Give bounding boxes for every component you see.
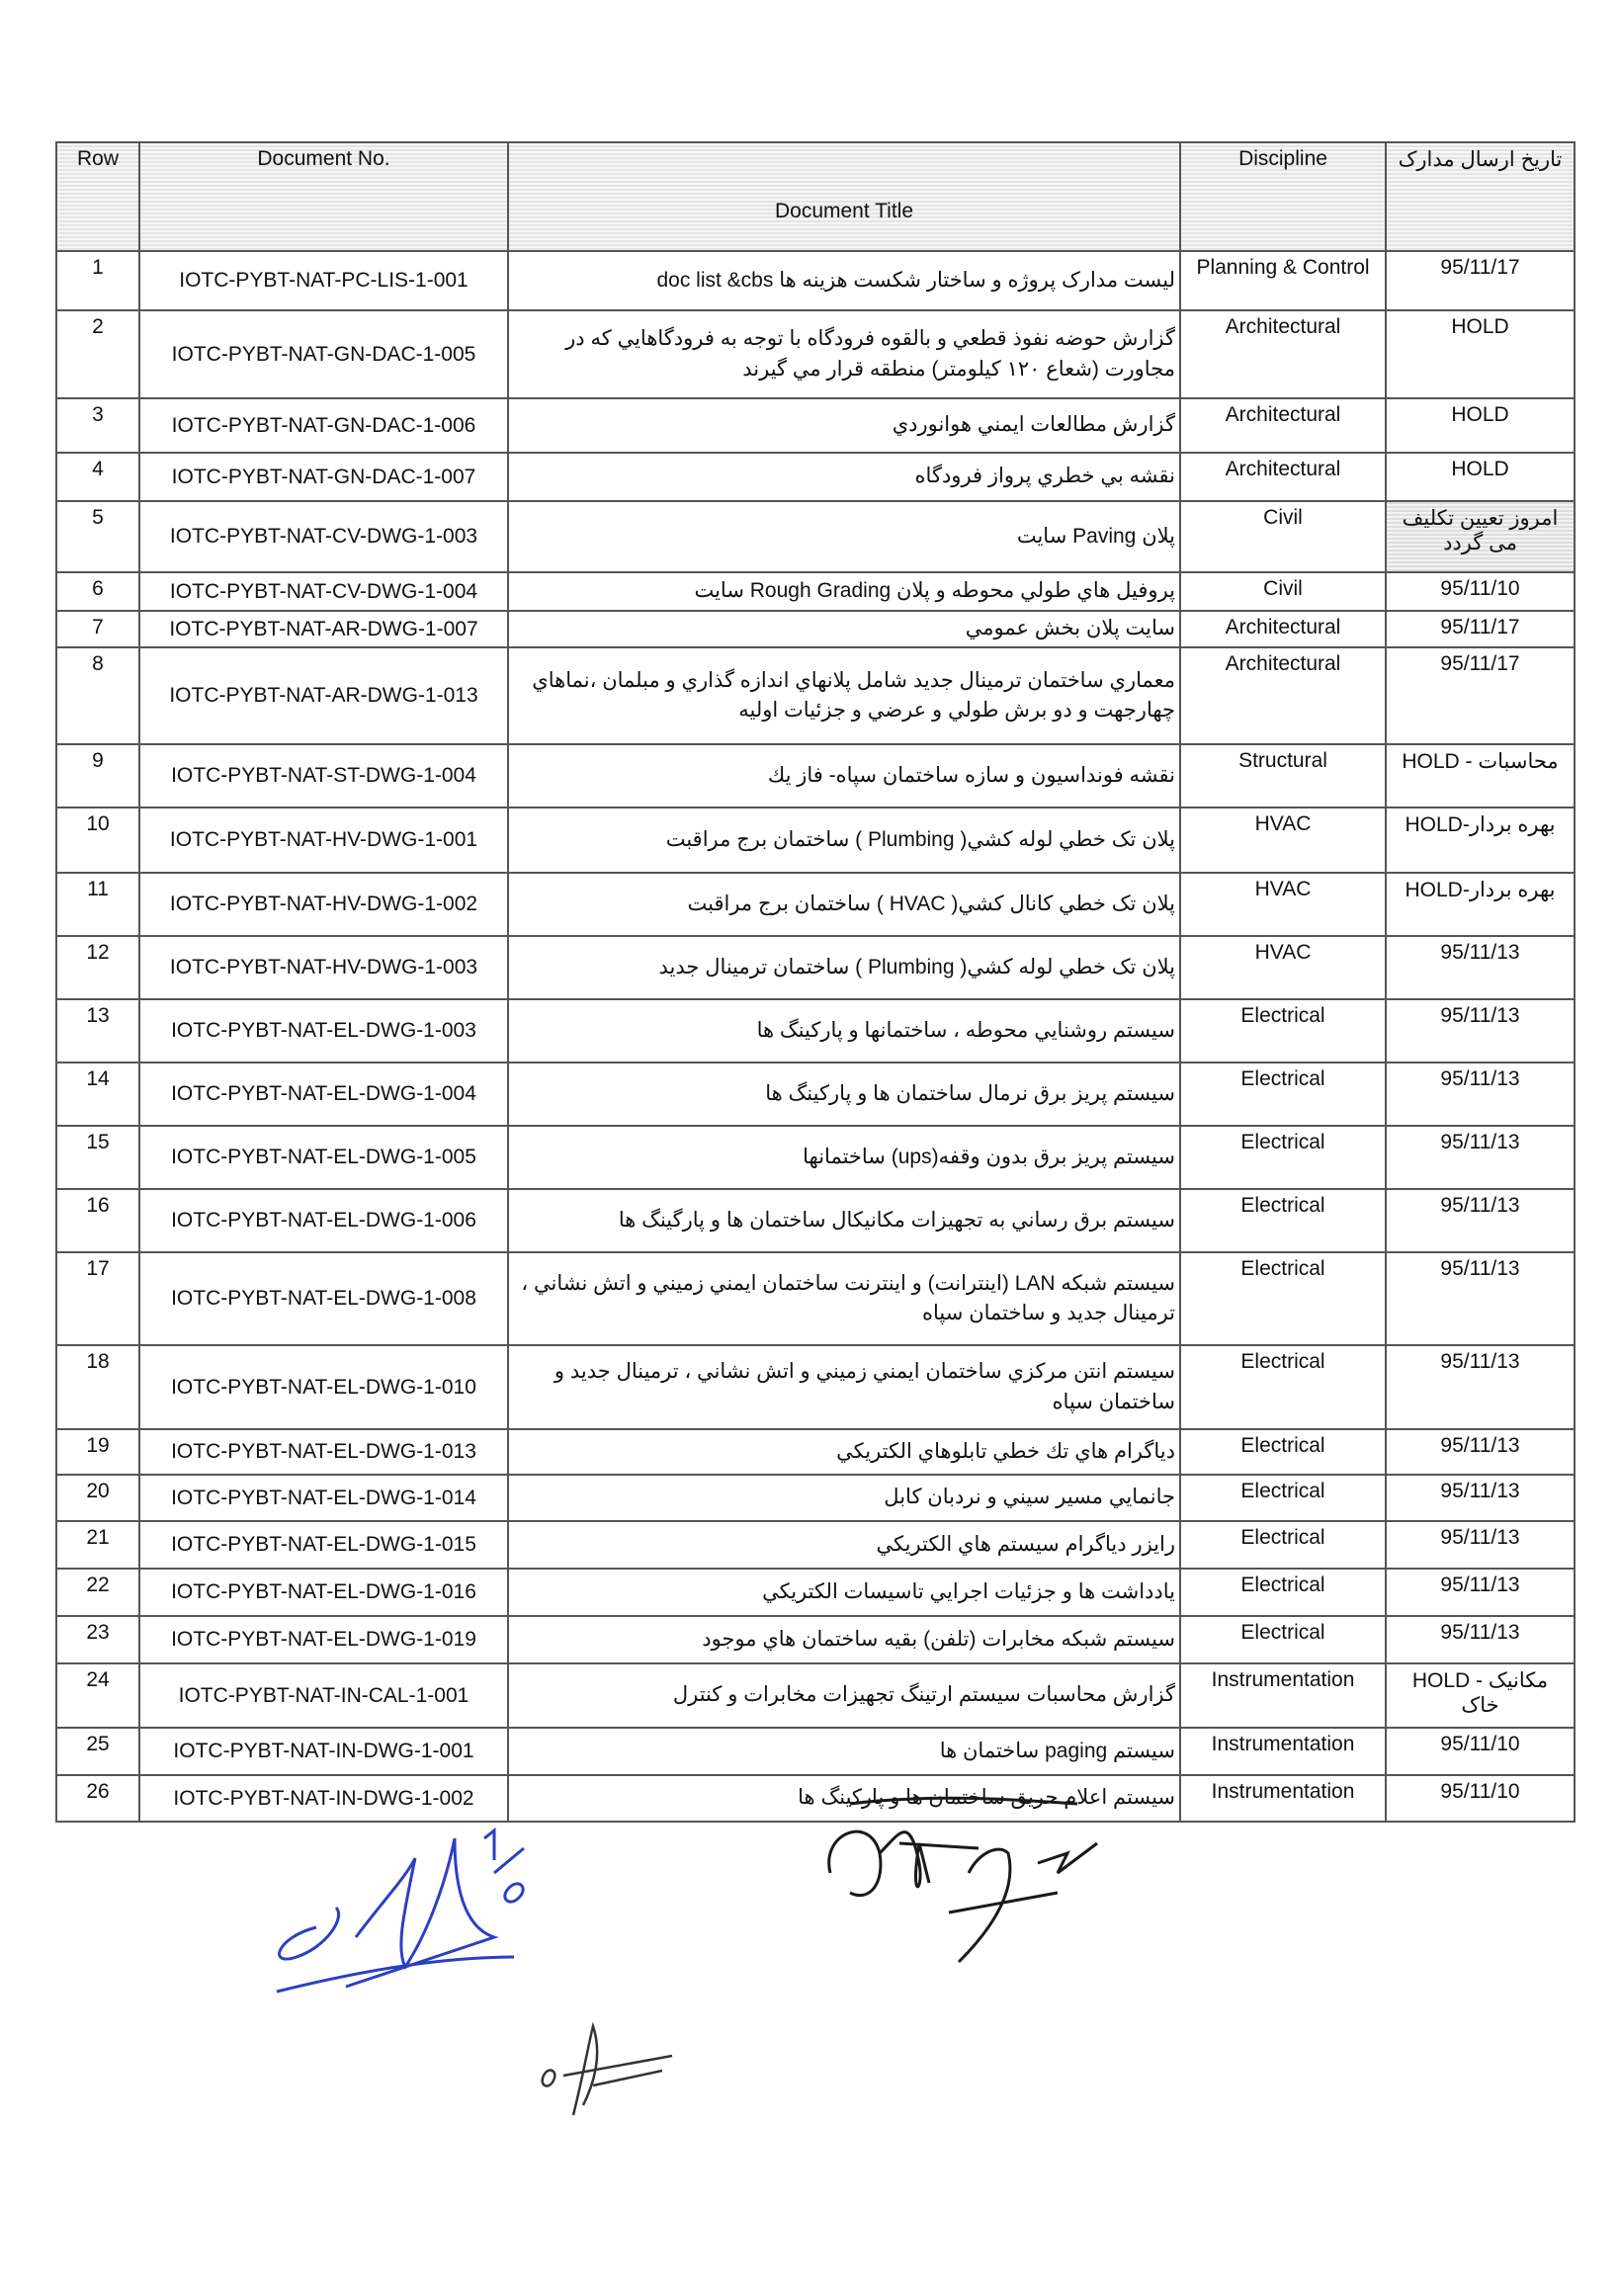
document-number: IOTC-PYBT-NAT-AR-DWG-1-013 <box>139 647 508 744</box>
document-title: گزارش محاسبات سيستم ارتينگ تجهيزات مخابرات و كنترل <box>508 1663 1180 1728</box>
send-date: 95/11/13 <box>1386 936 1575 999</box>
document-list-table <box>55 141 1576 1823</box>
header-doc-no: Document No. <box>139 142 508 251</box>
table-row <box>56 1616 1575 1663</box>
row-number: 8 <box>56 647 139 744</box>
document-number: IOTC-PYBT-NAT-GN-DAC-1-006 <box>139 398 508 453</box>
discipline: Planning & Control <box>1180 251 1386 310</box>
table-row <box>56 999 1575 1063</box>
document-title: سيستم پريز برق بدون وقفه(ups) ساختمانها <box>508 1126 1180 1189</box>
document-number: IOTC-PYBT-NAT-EL-DWG-1-004 <box>139 1063 508 1126</box>
discipline: Civil <box>1180 501 1386 572</box>
send-date: HOLD-بهره بردار <box>1386 808 1575 873</box>
table-row <box>56 936 1575 999</box>
row-number: 25 <box>56 1728 139 1775</box>
row-number: 5 <box>56 501 139 572</box>
send-date: 95/11/13 <box>1386 1345 1575 1429</box>
table-row <box>56 744 1575 808</box>
send-date: 95/11/17 <box>1386 647 1575 744</box>
send-date: 95/11/13 <box>1386 1063 1575 1126</box>
table-header-row <box>56 142 1575 251</box>
discipline: HVAC <box>1180 936 1386 999</box>
document-number: IOTC-PYBT-NAT-HV-DWG-1-001 <box>139 808 508 873</box>
document-number: IOTC-PYBT-NAT-AR-DWG-1-007 <box>139 611 508 647</box>
row-number: 1 <box>56 251 139 310</box>
document-number: IOTC-PYBT-NAT-HV-DWG-1-002 <box>139 873 508 936</box>
discipline: Architectural <box>1180 647 1386 744</box>
document-number: IOTC-PYBT-NAT-GN-DAC-1-005 <box>139 310 508 398</box>
row-number: 24 <box>56 1663 139 1728</box>
table-row <box>56 1345 1575 1429</box>
discipline: Instrumentation <box>1180 1775 1386 1822</box>
signature-left <box>257 1819 593 2026</box>
document-title: ليست مدارک پروژه و ساختار شکست هزينه ها doc list &cbs <box>508 251 1180 310</box>
document-number: IOTC-PYBT-NAT-ST-DWG-1-004 <box>139 744 508 808</box>
discipline: Architectural <box>1180 611 1386 647</box>
discipline: Electrical <box>1180 1126 1386 1189</box>
discipline: Architectural <box>1180 310 1386 398</box>
discipline: HVAC <box>1180 873 1386 936</box>
document-number: IOTC-PYBT-NAT-EL-DWG-1-010 <box>139 1345 508 1429</box>
document-title: يادداشت ها و جزئيات اجرايي تاسيسات الكتريكي <box>508 1569 1180 1616</box>
document-number: IOTC-PYBT-NAT-EL-DWG-1-013 <box>139 1429 508 1475</box>
document-title: سيستم اعلام حريق ساختمان ها و پاركينگ ها <box>508 1775 1180 1822</box>
document-number: IOTC-PYBT-NAT-EL-DWG-1-006 <box>139 1189 508 1252</box>
discipline: Electrical <box>1180 1345 1386 1429</box>
document-number: IOTC-PYBT-NAT-HV-DWG-1-003 <box>139 936 508 999</box>
discipline: Instrumentation <box>1180 1728 1386 1775</box>
table-row <box>56 1475 1575 1521</box>
table-row <box>56 1063 1575 1126</box>
send-date: HOLD <box>1386 398 1575 453</box>
row-number: 18 <box>56 1345 139 1429</box>
document-number: IOTC-PYBT-NAT-IN-DWG-1-001 <box>139 1728 508 1775</box>
send-date: 95/11/13 <box>1386 1521 1575 1569</box>
document-number: IOTC-PYBT-NAT-IN-DWG-1-002 <box>139 1775 508 1822</box>
send-date: HOLD - مکانیک خاک <box>1386 1663 1575 1728</box>
document-title: پلان Paving سايت <box>508 501 1180 572</box>
document-title: سيستم انتن مركزي ساختمان ايمني زميني و اتش نشاني ، ترمينال جديد و ساختمان سپاه <box>508 1345 1180 1429</box>
send-date: 95/11/13 <box>1386 1616 1575 1663</box>
document-title: سيستم شبكه LAN (اينترانت) و اينترنت ساختمان ايمني زميني و اتش نشاني ، ترمينال جديد و ساختمان سپاه <box>508 1252 1180 1345</box>
row-number: 17 <box>56 1252 139 1345</box>
row-number: 23 <box>56 1616 139 1663</box>
row-number: 20 <box>56 1475 139 1521</box>
document-number: IOTC-PYBT-NAT-PC-LIS-1-001 <box>139 251 508 310</box>
table-row <box>56 1126 1575 1189</box>
row-number: 13 <box>56 999 139 1063</box>
row-number: 26 <box>56 1775 139 1822</box>
document-number: IOTC-PYBT-NAT-EL-DWG-1-019 <box>139 1616 508 1663</box>
row-number: 12 <box>56 936 139 999</box>
row-number: 10 <box>56 808 139 873</box>
send-date: 95/11/13 <box>1386 1252 1575 1345</box>
table-row <box>56 1663 1575 1728</box>
document-title: پلان تک خطي لوله کشي( Plumbing ) ساختمان ترمينال جديد <box>508 936 1180 999</box>
send-date: HOLD-بهره بردار <box>1386 873 1575 936</box>
send-date: 95/11/13 <box>1386 1126 1575 1189</box>
discipline: Structural <box>1180 744 1386 808</box>
discipline: Architectural <box>1180 453 1386 501</box>
header-title: Document Title <box>508 142 1180 251</box>
row-number: 4 <box>56 453 139 501</box>
row-number: 3 <box>56 398 139 453</box>
send-date: امروز تعيين تكليف مى گردد <box>1386 501 1575 572</box>
send-date: 95/11/13 <box>1386 1475 1575 1521</box>
send-date: HOLD <box>1386 453 1575 501</box>
table-row <box>56 453 1575 501</box>
document-title: گزارش حوضه نفوذ قطعي و بالقوه فرودگاه با توجه به فرودگاهايي كه در مجاورت (شعاع ۱۲۰ كيلومتر) منطقه قرار مي گيرند <box>508 310 1180 398</box>
table-row <box>56 251 1575 310</box>
send-date: 95/11/13 <box>1386 999 1575 1063</box>
document-number: IOTC-PYBT-NAT-EL-DWG-1-014 <box>139 1475 508 1521</box>
discipline: HVAC <box>1180 808 1386 873</box>
discipline: Instrumentation <box>1180 1663 1386 1728</box>
row-number: 2 <box>56 310 139 398</box>
document-title: معماري ساختمان ترمينال جديد شامل پلانهاي اندازه گذاري و مبلمان ،نماهاي چهارجهت و دو برش طولي و عرضي و جزئيات اوليه <box>508 647 1180 744</box>
row-number: 15 <box>56 1126 139 1189</box>
table-row <box>56 1189 1575 1252</box>
send-date: 95/11/10 <box>1386 572 1575 611</box>
send-date: 95/11/17 <box>1386 611 1575 647</box>
table-row <box>56 611 1575 647</box>
table-row <box>56 1728 1575 1775</box>
table-row <box>56 572 1575 611</box>
header-row: Row <box>56 142 139 251</box>
row-number: 11 <box>56 873 139 936</box>
row-number: 19 <box>56 1429 139 1475</box>
discipline: Electrical <box>1180 1475 1386 1521</box>
document-number: IOTC-PYBT-NAT-GN-DAC-1-007 <box>139 453 508 501</box>
table-row <box>56 1429 1575 1475</box>
document-title: گزارش مطالعات ايمني هوانوردي <box>508 398 1180 453</box>
table-row <box>56 1252 1575 1345</box>
discipline: Electrical <box>1180 1521 1386 1569</box>
discipline: Electrical <box>1180 1063 1386 1126</box>
row-number: 22 <box>56 1569 139 1616</box>
document-number: IOTC-PYBT-NAT-CV-DWG-1-004 <box>139 572 508 611</box>
signature-right <box>810 1794 1166 1972</box>
document-title: سيستم برق رساني به تجهيزات مكانيكال ساختمان ها و پارگينگ ها <box>508 1189 1180 1252</box>
document-title: پروفيل هاي طولي محوطه و پلان Rough Grading سايت <box>508 572 1180 611</box>
document-title: سيستم شبكه مخابرات (تلفن) بقيه ساختمان هاي موجود <box>508 1616 1180 1663</box>
discipline: Electrical <box>1180 1189 1386 1252</box>
document-number: IOTC-PYBT-NAT-EL-DWG-1-008 <box>139 1252 508 1345</box>
header-discipline: Discipline <box>1180 142 1386 251</box>
document-title: پلان تک خطي کانال کشي( HVAC ) ساختمان برج مراقبت <box>508 873 1180 936</box>
send-date: HOLD - محاسبات <box>1386 744 1575 808</box>
document-title: سايت پلان بخش عمومي <box>508 611 1180 647</box>
document-number: IOTC-PYBT-NAT-CV-DWG-1-003 <box>139 501 508 572</box>
table-row <box>56 501 1575 572</box>
table-row <box>56 398 1575 453</box>
discipline: Electrical <box>1180 1252 1386 1345</box>
document-number: IOTC-PYBT-NAT-IN-CAL-1-001 <box>139 1663 508 1728</box>
send-date: 95/11/13 <box>1386 1189 1575 1252</box>
document-title: نقشه بي خطري پرواز فرودگاه <box>508 453 1180 501</box>
send-date: 95/11/13 <box>1386 1569 1575 1616</box>
table-row <box>56 647 1575 744</box>
row-number: 6 <box>56 572 139 611</box>
document-number: IOTC-PYBT-NAT-EL-DWG-1-005 <box>139 1126 508 1189</box>
send-date: 95/11/13 <box>1386 1429 1575 1475</box>
document-title: دياگرام هاي تك خطي تابلوهاي الكتريكي <box>508 1429 1180 1475</box>
row-number: 14 <box>56 1063 139 1126</box>
discipline: Electrical <box>1180 1569 1386 1616</box>
discipline: Architectural <box>1180 398 1386 453</box>
document-title: رايزر دياگرام سيستم هاي الكتريكي <box>508 1521 1180 1569</box>
document-title: نقشه فونداسيون و سازه ساختمان سپاه- فاز يك <box>508 744 1180 808</box>
discipline: Electrical <box>1180 1616 1386 1663</box>
document-title: جانمايي مسير سيني و نردبان كابل <box>508 1475 1180 1521</box>
signature-bottom <box>534 2016 692 2125</box>
document-number: IOTC-PYBT-NAT-EL-DWG-1-016 <box>139 1569 508 1616</box>
row-number: 21 <box>56 1521 139 1569</box>
discipline: Electrical <box>1180 999 1386 1063</box>
document-title: پلان تک خطي لوله کشي( Plumbing ) ساختمان برج مراقبت <box>508 808 1180 873</box>
table-row <box>56 873 1575 936</box>
table-row <box>56 1569 1575 1616</box>
header-date: تاريخ ارسال مدارک <box>1386 142 1575 251</box>
discipline: Civil <box>1180 572 1386 611</box>
table-row <box>56 310 1575 398</box>
document-title: سيستم پريز برق نرمال ساختمان ها و پاركينگ ها <box>508 1063 1180 1126</box>
document-title: سيستم paging ساختمان ها <box>508 1728 1180 1775</box>
send-date: 95/11/10 <box>1386 1728 1575 1775</box>
document-number: IOTC-PYBT-NAT-EL-DWG-1-015 <box>139 1521 508 1569</box>
send-date: 95/11/17 <box>1386 251 1575 310</box>
send-date: 95/11/10 <box>1386 1775 1575 1822</box>
discipline: Electrical <box>1180 1429 1386 1475</box>
send-date: HOLD <box>1386 310 1575 398</box>
document-title: سيستم روشنايي محوطه ، ساختمانها و پاركينگ ها <box>508 999 1180 1063</box>
table-row <box>56 1521 1575 1569</box>
row-number: 16 <box>56 1189 139 1252</box>
document-number: IOTC-PYBT-NAT-EL-DWG-1-003 <box>139 999 508 1063</box>
row-number: 9 <box>56 744 139 808</box>
table-row <box>56 808 1575 873</box>
row-number: 7 <box>56 611 139 647</box>
